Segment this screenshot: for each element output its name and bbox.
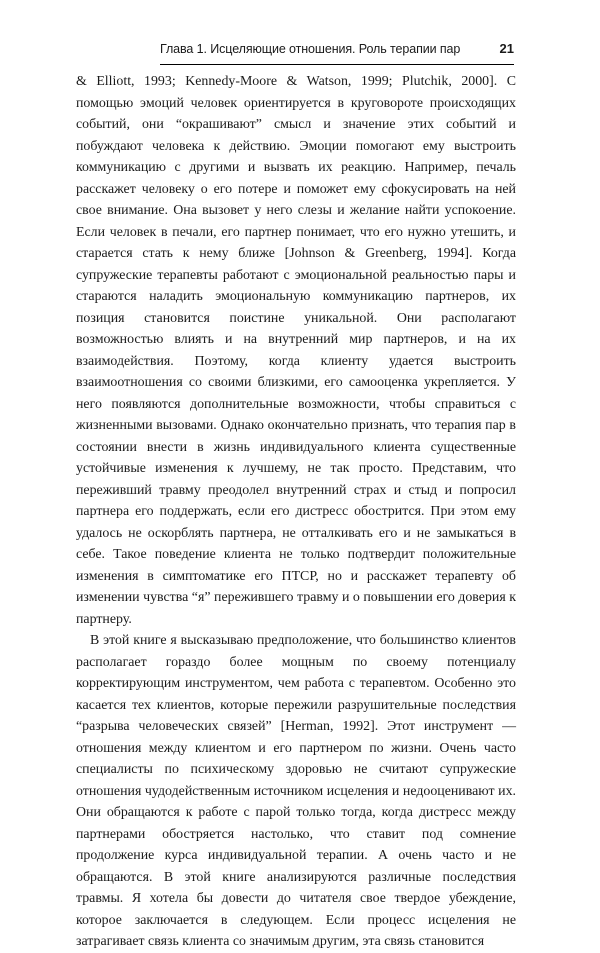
running-head xyxy=(160,40,514,65)
chapter-title: Глава 1. Исцеляющие отношения. Роль терапии пар xyxy=(160,42,461,56)
page-number: 21 xyxy=(499,41,514,56)
paragraph: & Elliott, 1993; Kennedy-Moore & Watson, 1999; Plutchik, 2000]. С помощью эмоций человек ориентируется в круговороте происходящих событий, они “окрашивают” смысл и значение этих событий и побуждают человека к действию. Эмоции помогают ему выстроить коммуникацию с другими и вызвать их реакцию. Например, печаль расскажет человеку о его потере и поможет ему сфокусировать на ней свое внимание. Она вызовет у него слезы и желание найти успокоение. Если человек в печали, его партнер понимает, что его нужно утешить, и старается стать к нему ближе [Johnson & Greenberg, 1994]. Когда супружеские терапевты работают с эмоциональной реальностью пары и стараются наладить эмоциональную коммуникацию партнеров, их позиция становится поистине уникальной. Они располагают возможностью влиять и на внутренний мир партнеров, и на их взаимодействия. Поэтому, когда клиенту удается выстроить взаимоотношения со своими близкими, его самооценка укрепляется. У него появляются дополнительные возможности, чтобы справиться с жизненными вызовами. Однако окончательно признать, что терапия пар в состоянии внести в жизнь индивидуального клиента существенные устойчивые изменения к лучшему, не так просто. Представим, что переживший травму преодолел внутренний страх и стыд и попросил партнера его поддержать, если его дистресс обострится. При этом ему удалось не оскорблять партнера, не отталкивать его и не замыкаться в себе. Такое поведение клиента не только подтвердит положительные изменения в симптоматике его ПТСР, но и расскажет терапевту об изменении чувства “я” пережившего травму и о повышении его доверия к партнеру. xyxy=(76,74,516,627)
paragraph: В этой книге я высказываю предположение, что большинство клиентов располагает гораздо более мощным по своему потенциалу корректирующим инструментом, чем работа с терапевтом. Особенно это касается тех клиентов, которые пережили разрушительные последствия “разрыва человеческих связей” [Herman, 1992]. Этот инструмент — отношения между клиентом и его партнером по жизни. Очень часто специалисты по психическому здоровью не считают супружеские отношения чудодейственным источником исцеления и недооценивают их. Они обращаются к работе с парой только тогда, когда дистресс между партнерами обостряется настолько, что ставит под сомнение продолжение курса индивидуальной терапии. А очень часто и не обращаются. В этой книге анализируются различные последствия травмы. Я хотела бы довести до читателя свое твердое убеждение, которое заключается в следующем. Если процесс исцеления не затрагивает связь клиента со значимым другим, эта связь становится xyxy=(76,633,516,949)
body-text xyxy=(76,71,516,953)
